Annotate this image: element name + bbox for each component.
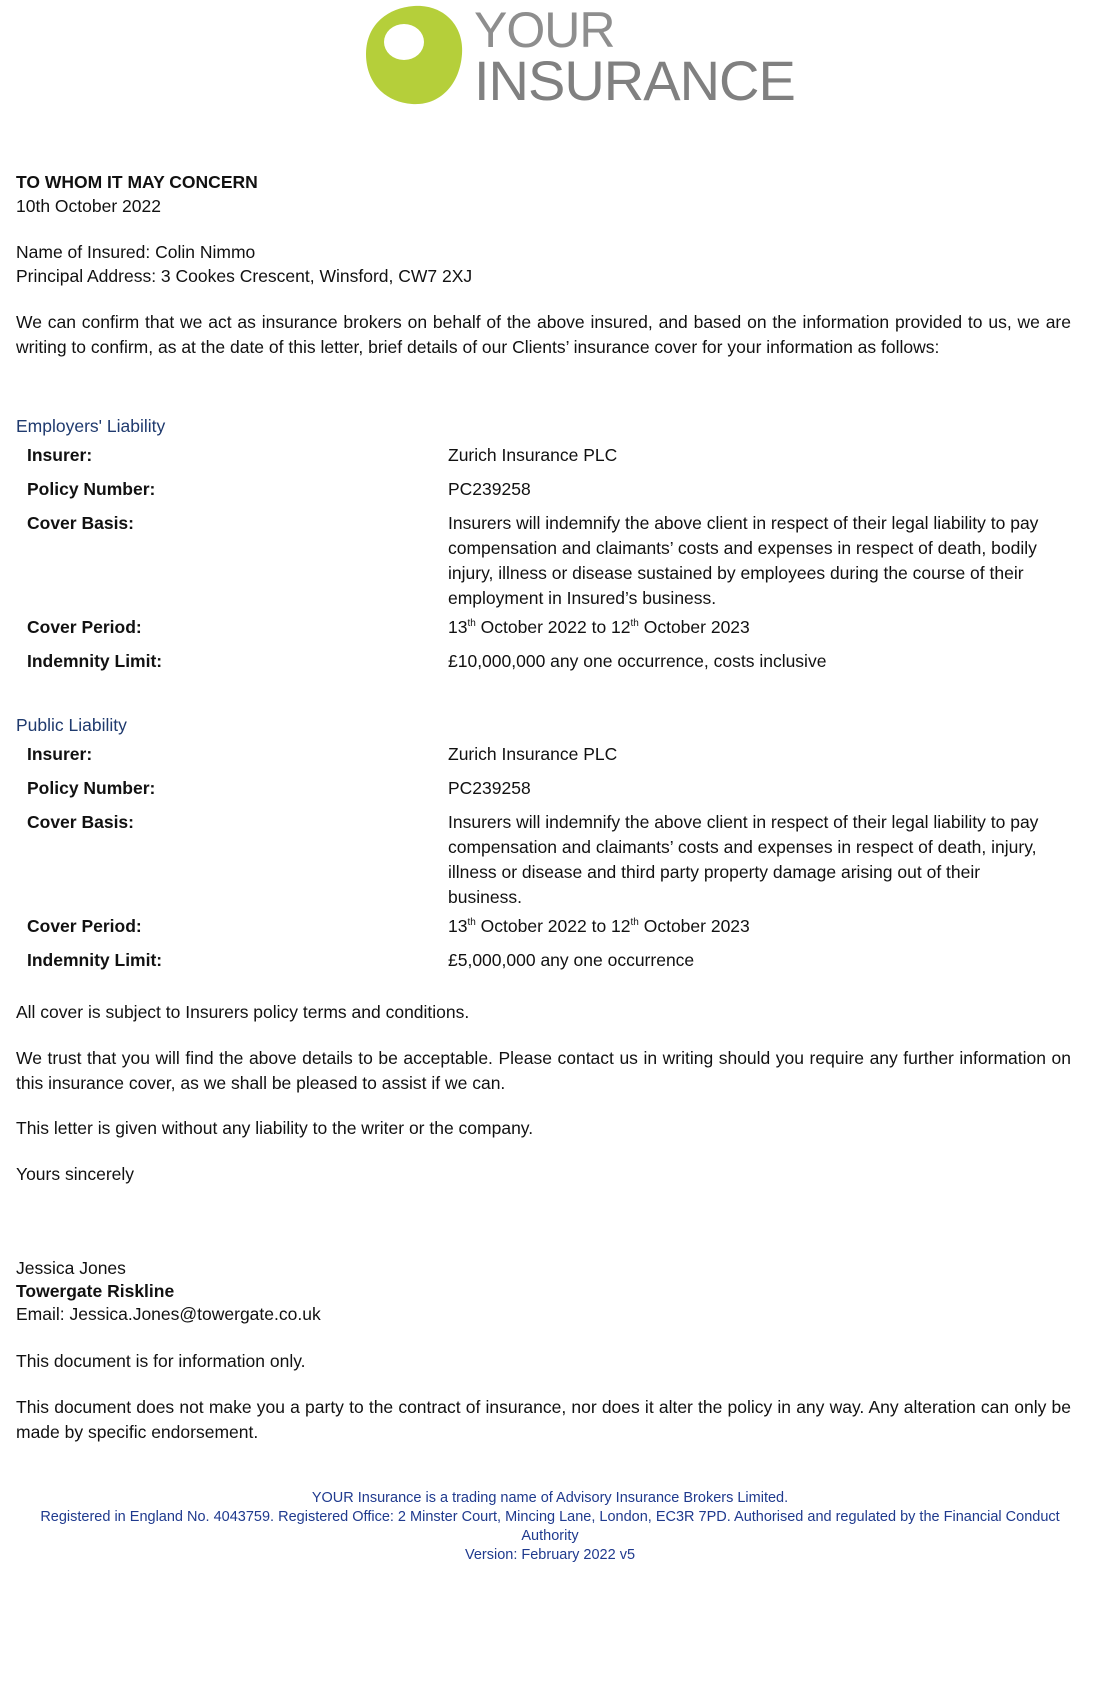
trust-paragraph: We trust that you will find the above details to be acceptable. Please contact us in writing should you require any further information on this insurance cover, as we shall be pleased to assist if we can. [16, 1048, 1071, 1093]
insured-name: Name of Insured: Colin Nimmo [16, 242, 256, 262]
salutation: TO WHOM IT MAY CONCERN [16, 172, 258, 192]
logo-line-insurance: INSURANCE [474, 49, 795, 112]
el-insurer-label: Insurer: [27, 445, 93, 465]
pl-cover-basis-value: Insurers will indemnify the above client in respect of their legal liability to pay compensation and claimants’ costs and expenses in respect of death, injury, illness or disease and third party property damage arising out of their business. [448, 812, 1039, 907]
intro-paragraph: We can confirm that we act as insurance brokers on behalf of the above insured, and based on the information provided to us, we are writing to confirm, as at the date of this letter, brief details of our Clients’ insurance cover for your information as follows: [16, 312, 1071, 357]
pl-start-day: 13 [448, 916, 468, 936]
pl-end-day: 12 [611, 916, 631, 936]
insured-address: Principal Address: 3 Cookes Crescent, Winsford, CW7 2XJ [16, 266, 473, 286]
employers-liability-heading: Employers' Liability [16, 416, 166, 436]
el-cover-basis-label: Cover Basis: [27, 513, 134, 533]
pl-start-suffix: th [467, 917, 476, 929]
el-indemnity-value: £10,000,000 any one occurrence, costs inclusive [448, 651, 827, 671]
el-start-suffix: th [467, 618, 476, 630]
pl-end-suffix: th [630, 917, 639, 929]
footer-line-2: Registered in England No. 4043759. Registered Office: 2 Minster Court, Mincing Lane, London, EC3R 7PD. Authorised and regulated by the Financial Conduct [40, 1509, 1060, 1525]
footer-version: Version: February 2022 v5 [464, 1547, 636, 1563]
pl-policy-value: PC239258 [448, 778, 531, 798]
pl-policy-label: Policy Number: [27, 778, 156, 798]
signatory-company: Towergate Riskline [16, 1281, 175, 1301]
info-only-note: This document is for information only. [16, 1351, 306, 1371]
closing-line: Yours sincerely [16, 1164, 135, 1184]
el-insurer-value: Zurich Insurance PLC [448, 445, 618, 465]
not-party-note: This document does not make you a party to the contract of insurance, nor does it alter the policy in any way. Any alteration can only be made by specific endorsement. [16, 1397, 1071, 1442]
el-cover-period-label: Cover Period: [27, 617, 142, 637]
pl-indemnity-label: Indemnity Limit: [27, 950, 163, 970]
logo-line-your: YOUR [474, 2, 615, 58]
el-policy-value: PC239258 [448, 479, 531, 499]
your-insurance-logo [362, 2, 795, 112]
terms-paragraph: All cover is subject to Insurers policy terms and conditions. [16, 1002, 470, 1022]
el-cover-period-value [448, 615, 1073, 640]
liability-paragraph: This letter is given without any liability to the writer or the company. [16, 1118, 534, 1138]
el-indemnity-label: Indemnity Limit: [27, 651, 163, 671]
pl-end-rest: October 2023 [638, 916, 750, 936]
el-cover-basis-value: Insurers will indemnify the above client in respect of their legal liability to pay compensation and claimants’ costs and expenses in respect of death, bodily injury, illness or disease sustained by employees during the course of their employment in Insured’s business. [448, 513, 1039, 608]
signatory-email: Email: Jessica.Jones@towergate.co.uk [16, 1304, 321, 1324]
footer-line-3: Authority [521, 1528, 579, 1544]
pl-cover-period-value [448, 914, 1073, 939]
pl-indemnity-value: £5,000,000 any one occurrence [448, 950, 695, 970]
letter-date: 10th October 2022 [16, 196, 161, 216]
pl-insurer-label: Insurer: [27, 744, 93, 764]
el-start-rest: October 2022 to [475, 617, 612, 637]
pl-start-rest: October 2022 to [475, 916, 612, 936]
el-end-rest: October 2023 [638, 617, 750, 637]
pl-cover-period-label: Cover Period: [27, 916, 142, 936]
public-liability-heading: Public Liability [16, 715, 127, 735]
footer-line-1: YOUR Insurance is a trading name of Advisory Insurance Brokers Limited. [311, 1490, 789, 1506]
el-start-day: 13 [448, 617, 468, 637]
pl-cover-basis-label: Cover Basis: [27, 812, 134, 832]
pl-insurer-value: Zurich Insurance PLC [448, 744, 618, 764]
el-end-day: 12 [611, 617, 631, 637]
logo-blob-icon [362, 2, 472, 110]
el-end-suffix: th [630, 618, 639, 630]
signatory-name: Jessica Jones [16, 1258, 126, 1278]
el-policy-label: Policy Number: [27, 479, 156, 499]
